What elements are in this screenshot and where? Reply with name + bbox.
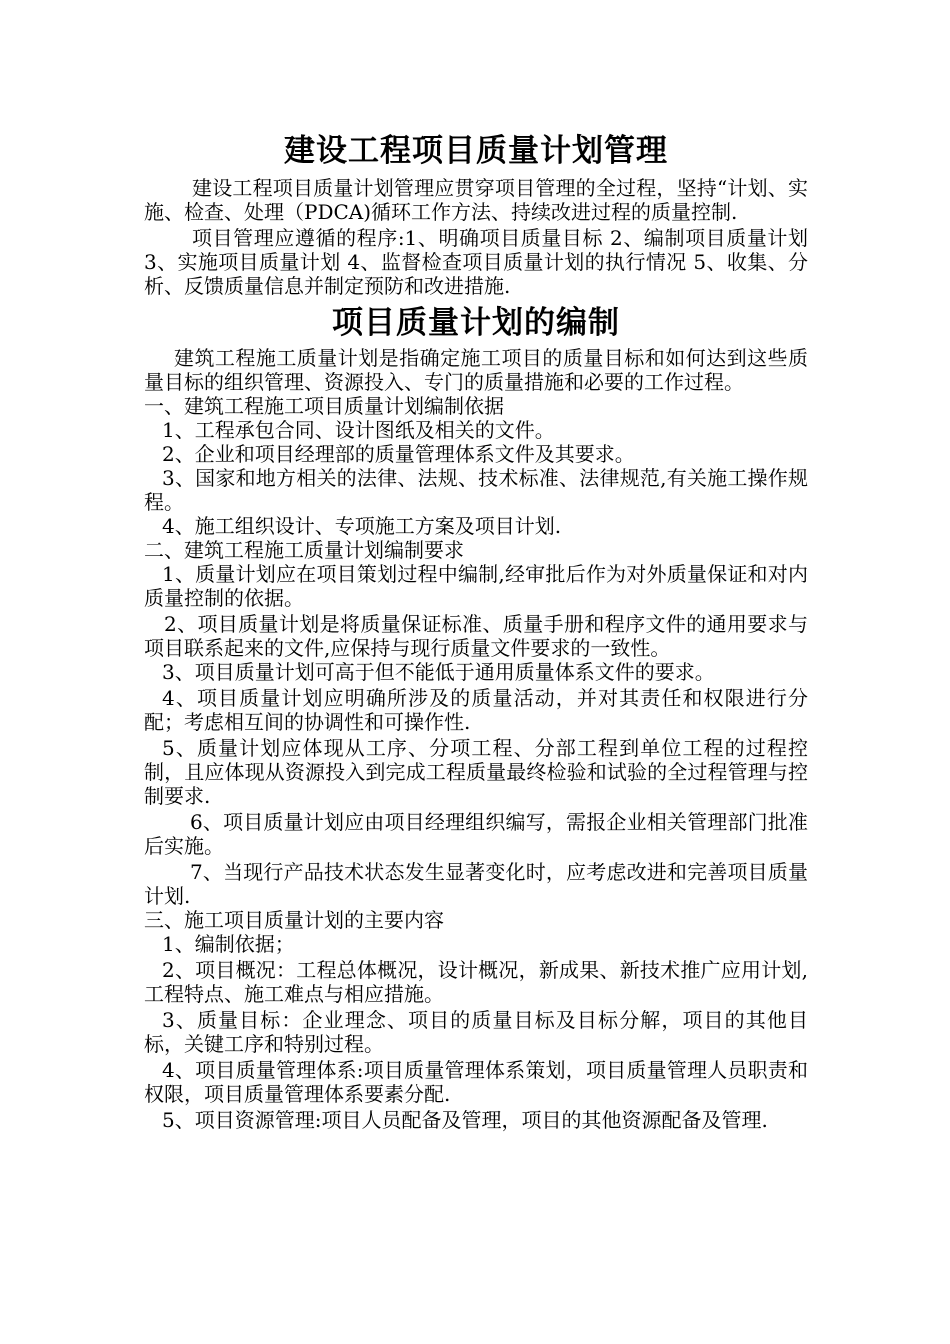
section-3-heading: 三、施工项目质量计划的主要内容 bbox=[144, 908, 444, 932]
section-1-item-3: 3、国家和地方相关的法律、法规、技术标准、法律规范,有关施工操作规程。 bbox=[144, 466, 808, 514]
section-1-heading: 一、建筑工程施工项目质量计划编制依据 bbox=[144, 394, 504, 418]
section-3-item-2: 2、项目概况：工程总体概况，设计概况，新成果、新技术推广应用计划,工程特点、施工难点与相应措施。 bbox=[144, 958, 808, 1006]
section-2-item-4: 4、项目质量计划应明确所涉及的质量活动，并对其责任和权限进行分配；考虑相互间的协调性和可操作性. bbox=[144, 686, 808, 734]
section-2-item-3: 3、项目质量计划可高于但不能低于通用质量体系文件的要求。 bbox=[162, 660, 715, 684]
intro-paragraph-2: 项目管理应遵循的程序:1、明确项目质量目标 2、编制项目质量计划 3、实施项目质量计划 4、监督检查项目质量计划的执行情况 5、收集、分析、反馈质量信息并制定预防和改进措施. bbox=[144, 226, 808, 298]
section-2-heading: 二、建筑工程施工质量计划编制要求 bbox=[144, 538, 464, 562]
section-1-item-1: 1、工程承包合同、设计图纸及相关的文件。 bbox=[162, 418, 555, 442]
section-2-item-5: 5、质量计划应体现从工序、分项工程、分部工程到单位工程的过程控制，且应体现从资源投入到完成工程质量最终检验和试验的全过程管理与控制要求. bbox=[144, 736, 808, 808]
section-title: 项目质量计划的编制 bbox=[332, 305, 620, 341]
section-3-item-4: 4、项目质量管理体系:项目质量管理体系策划，项目质量管理人员职责和权限，项目质量管理体系要素分配. bbox=[144, 1058, 808, 1106]
section-2-item-2: 2、项目质量计划是将质量保证标准、质量手册和程序文件的通用要求与项目联系起来的文件,应保持与现行质量文件要求的一致性。 bbox=[144, 612, 808, 660]
document-title: 建设工程项目质量计划管理 bbox=[284, 133, 668, 169]
section-1-item-2: 2、企业和项目经理部的质量管理体系文件及其要求。 bbox=[162, 442, 635, 466]
section-2-item-7: 7、当现行产品技术状态发生显著变化时，应考虑改进和完善项目质量计划. bbox=[144, 860, 808, 908]
section-3-item-3: 3、质量目标：企业理念、项目的质量目标及目标分解，项目的其他目标，关键工序和特别过程。 bbox=[144, 1008, 808, 1056]
intro-paragraph-1: 建设工程项目质量计划管理应贯穿项目管理的全过程，坚持“计划、实施、检查、处理（PDCA)循环工作方法、持续改进过程的质量控制. bbox=[144, 176, 808, 224]
section-2-item-6: 6、项目质量计划应由项目经理组织编写，需报企业相关管理部门批准后实施。 bbox=[144, 810, 808, 858]
section-1-item-4: 4、施工组织设计、专项施工方案及项目计划. bbox=[162, 514, 562, 538]
section-3-item-5: 5、项目资源管理:项目人员配备及管理，项目的其他资源配备及管理. bbox=[162, 1108, 768, 1132]
document-page bbox=[144, 128, 808, 1132]
section-3-item-1: 1、编制依据； bbox=[162, 932, 295, 956]
lead-paragraph: 建筑工程施工质量计划是指确定施工项目的质量目标和如何达到这些质量目标的组织管理、资源投入、专门的质量措施和必要的工作过程。 bbox=[144, 346, 808, 394]
section-2-item-1: 1、质量计划应在项目策划过程中编制,经审批后作为对外质量保证和对内质量控制的依据。 bbox=[144, 562, 808, 610]
